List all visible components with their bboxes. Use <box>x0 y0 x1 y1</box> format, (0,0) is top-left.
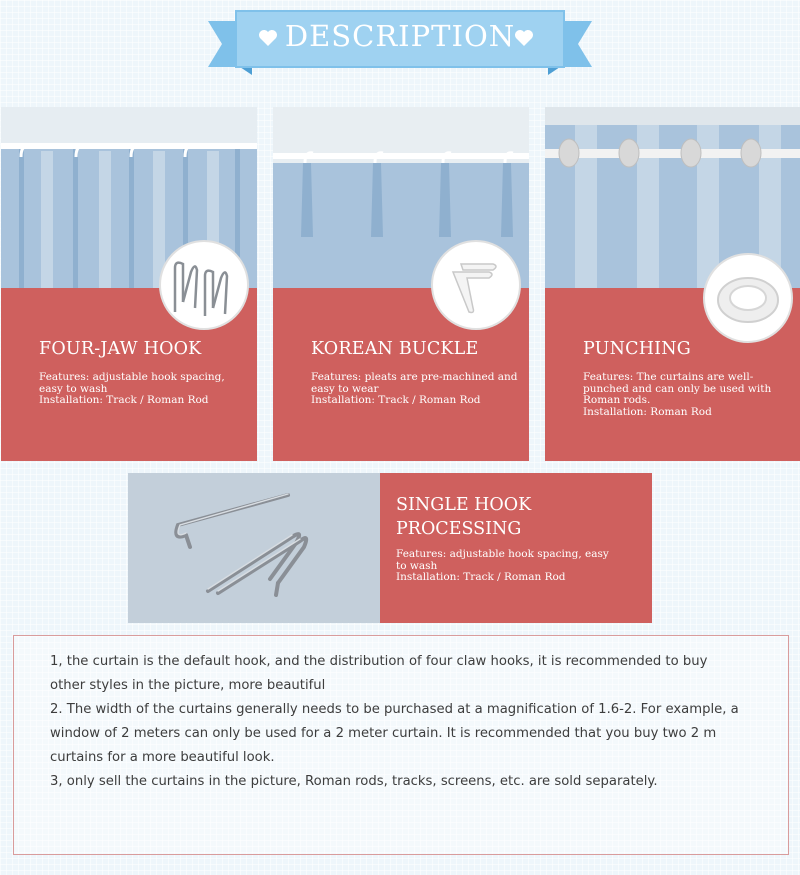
korean-buckle-icon <box>431 240 521 330</box>
single-hook-photo <box>128 473 380 623</box>
single-hook-red-panel <box>380 473 652 623</box>
four-jaw-hook-icon <box>159 240 249 330</box>
single-hook-title-line1: SINGLE HOOK <box>396 495 532 515</box>
single-hook-title <box>396 493 531 541</box>
single-hook-installation: Installation: Track / Roman Rod <box>396 571 566 583</box>
card-installation: Installation: Roman Rod <box>583 405 712 418</box>
card-description <box>311 372 523 407</box>
single-hook-icon <box>128 473 380 623</box>
card-four-jaw-hook <box>1 107 257 461</box>
card-korean-buckle <box>273 107 529 461</box>
banner-title: DESCRIPTION <box>284 19 516 53</box>
card-features: Features: adjustable hook spacing, easy to wash <box>39 371 225 395</box>
card-description <box>39 372 251 407</box>
single-hook-title-line2: PROCESSING <box>396 519 522 539</box>
card-punching <box>545 107 800 461</box>
card-features: Features: The curtains are well-punched and can only be used with Roman rods. <box>583 371 772 406</box>
card-installation: Installation: Track / Roman Rod <box>311 394 481 406</box>
single-hook-features: Features: adjustable hook spacing, easy to wash <box>396 548 609 572</box>
notes-box <box>13 635 789 855</box>
note-item-3: 3, only sell the curtains in the picture, Roman rods, tracks, screens, etc. are sold separately. <box>50 774 658 789</box>
card-description <box>583 372 795 418</box>
note-item-2: 2. The width of the curtains generally needs to be purchased at a magnification of 1.6-2. For example, a window of 2 meters can only be used for a 2 meter curtain. It is recommended that you buy two 2 m curtains for a more beautiful look. <box>50 702 739 765</box>
card-features: Features: pleats are pre-machined and easy to wear <box>311 371 518 395</box>
single-hook-description <box>396 549 616 584</box>
note-item-1: 1, the curtain is the default hook, and the distribution of four claw hooks, it is recommended to buy other styles in the picture, more beautiful <box>50 654 708 693</box>
card-title: KOREAN BUCKLE <box>311 339 479 359</box>
single-hook-panel <box>128 473 652 623</box>
card-title: FOUR-JAW HOOK <box>39 339 202 359</box>
grommet-ring-icon <box>703 253 793 343</box>
card-title: PUNCHING <box>583 339 691 359</box>
card-installation: Installation: Track / Roman Rod <box>39 394 209 406</box>
description-banner <box>208 7 592 75</box>
